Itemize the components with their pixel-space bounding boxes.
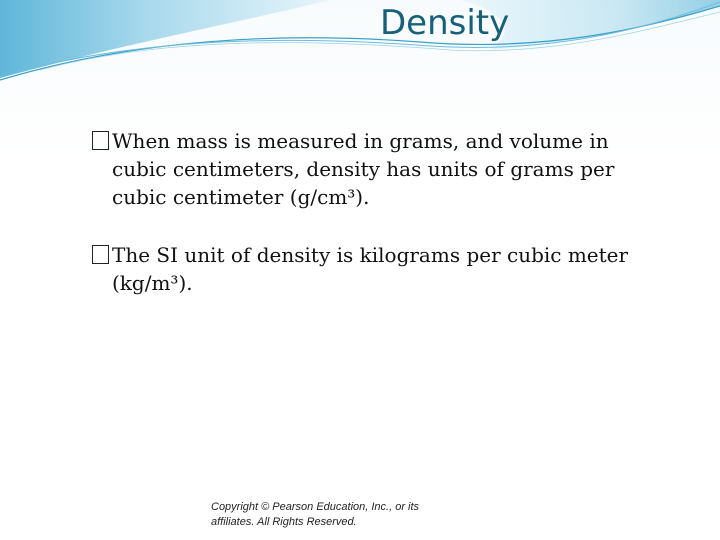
bullet-line: cubic centimeters, density has units of grams per xyxy=(112,157,615,181)
header-wave-decoration xyxy=(0,0,720,90)
bullet-item xyxy=(92,241,652,297)
bullet-box-icon xyxy=(92,131,109,150)
bullet-line: (kg/m³). xyxy=(112,271,193,295)
bullet-box-icon xyxy=(92,245,109,264)
bullet-text xyxy=(92,127,652,211)
bullet-text xyxy=(92,241,652,297)
bullet-item xyxy=(92,127,652,211)
copyright-footer xyxy=(211,500,419,530)
bullet-line: cubic centimeter (g/cm³). xyxy=(112,185,370,209)
bullet-line: When mass is measured in grams, and volume in xyxy=(112,129,609,153)
copyright-line: affiliates. All Rights Reserved. xyxy=(211,516,357,528)
page-title: Density xyxy=(380,3,510,43)
copyright-line: Copyright © Pearson Education, Inc., or its xyxy=(211,501,420,513)
bullet-line: The SI unit of density is kilograms per cubic meter xyxy=(112,243,629,267)
